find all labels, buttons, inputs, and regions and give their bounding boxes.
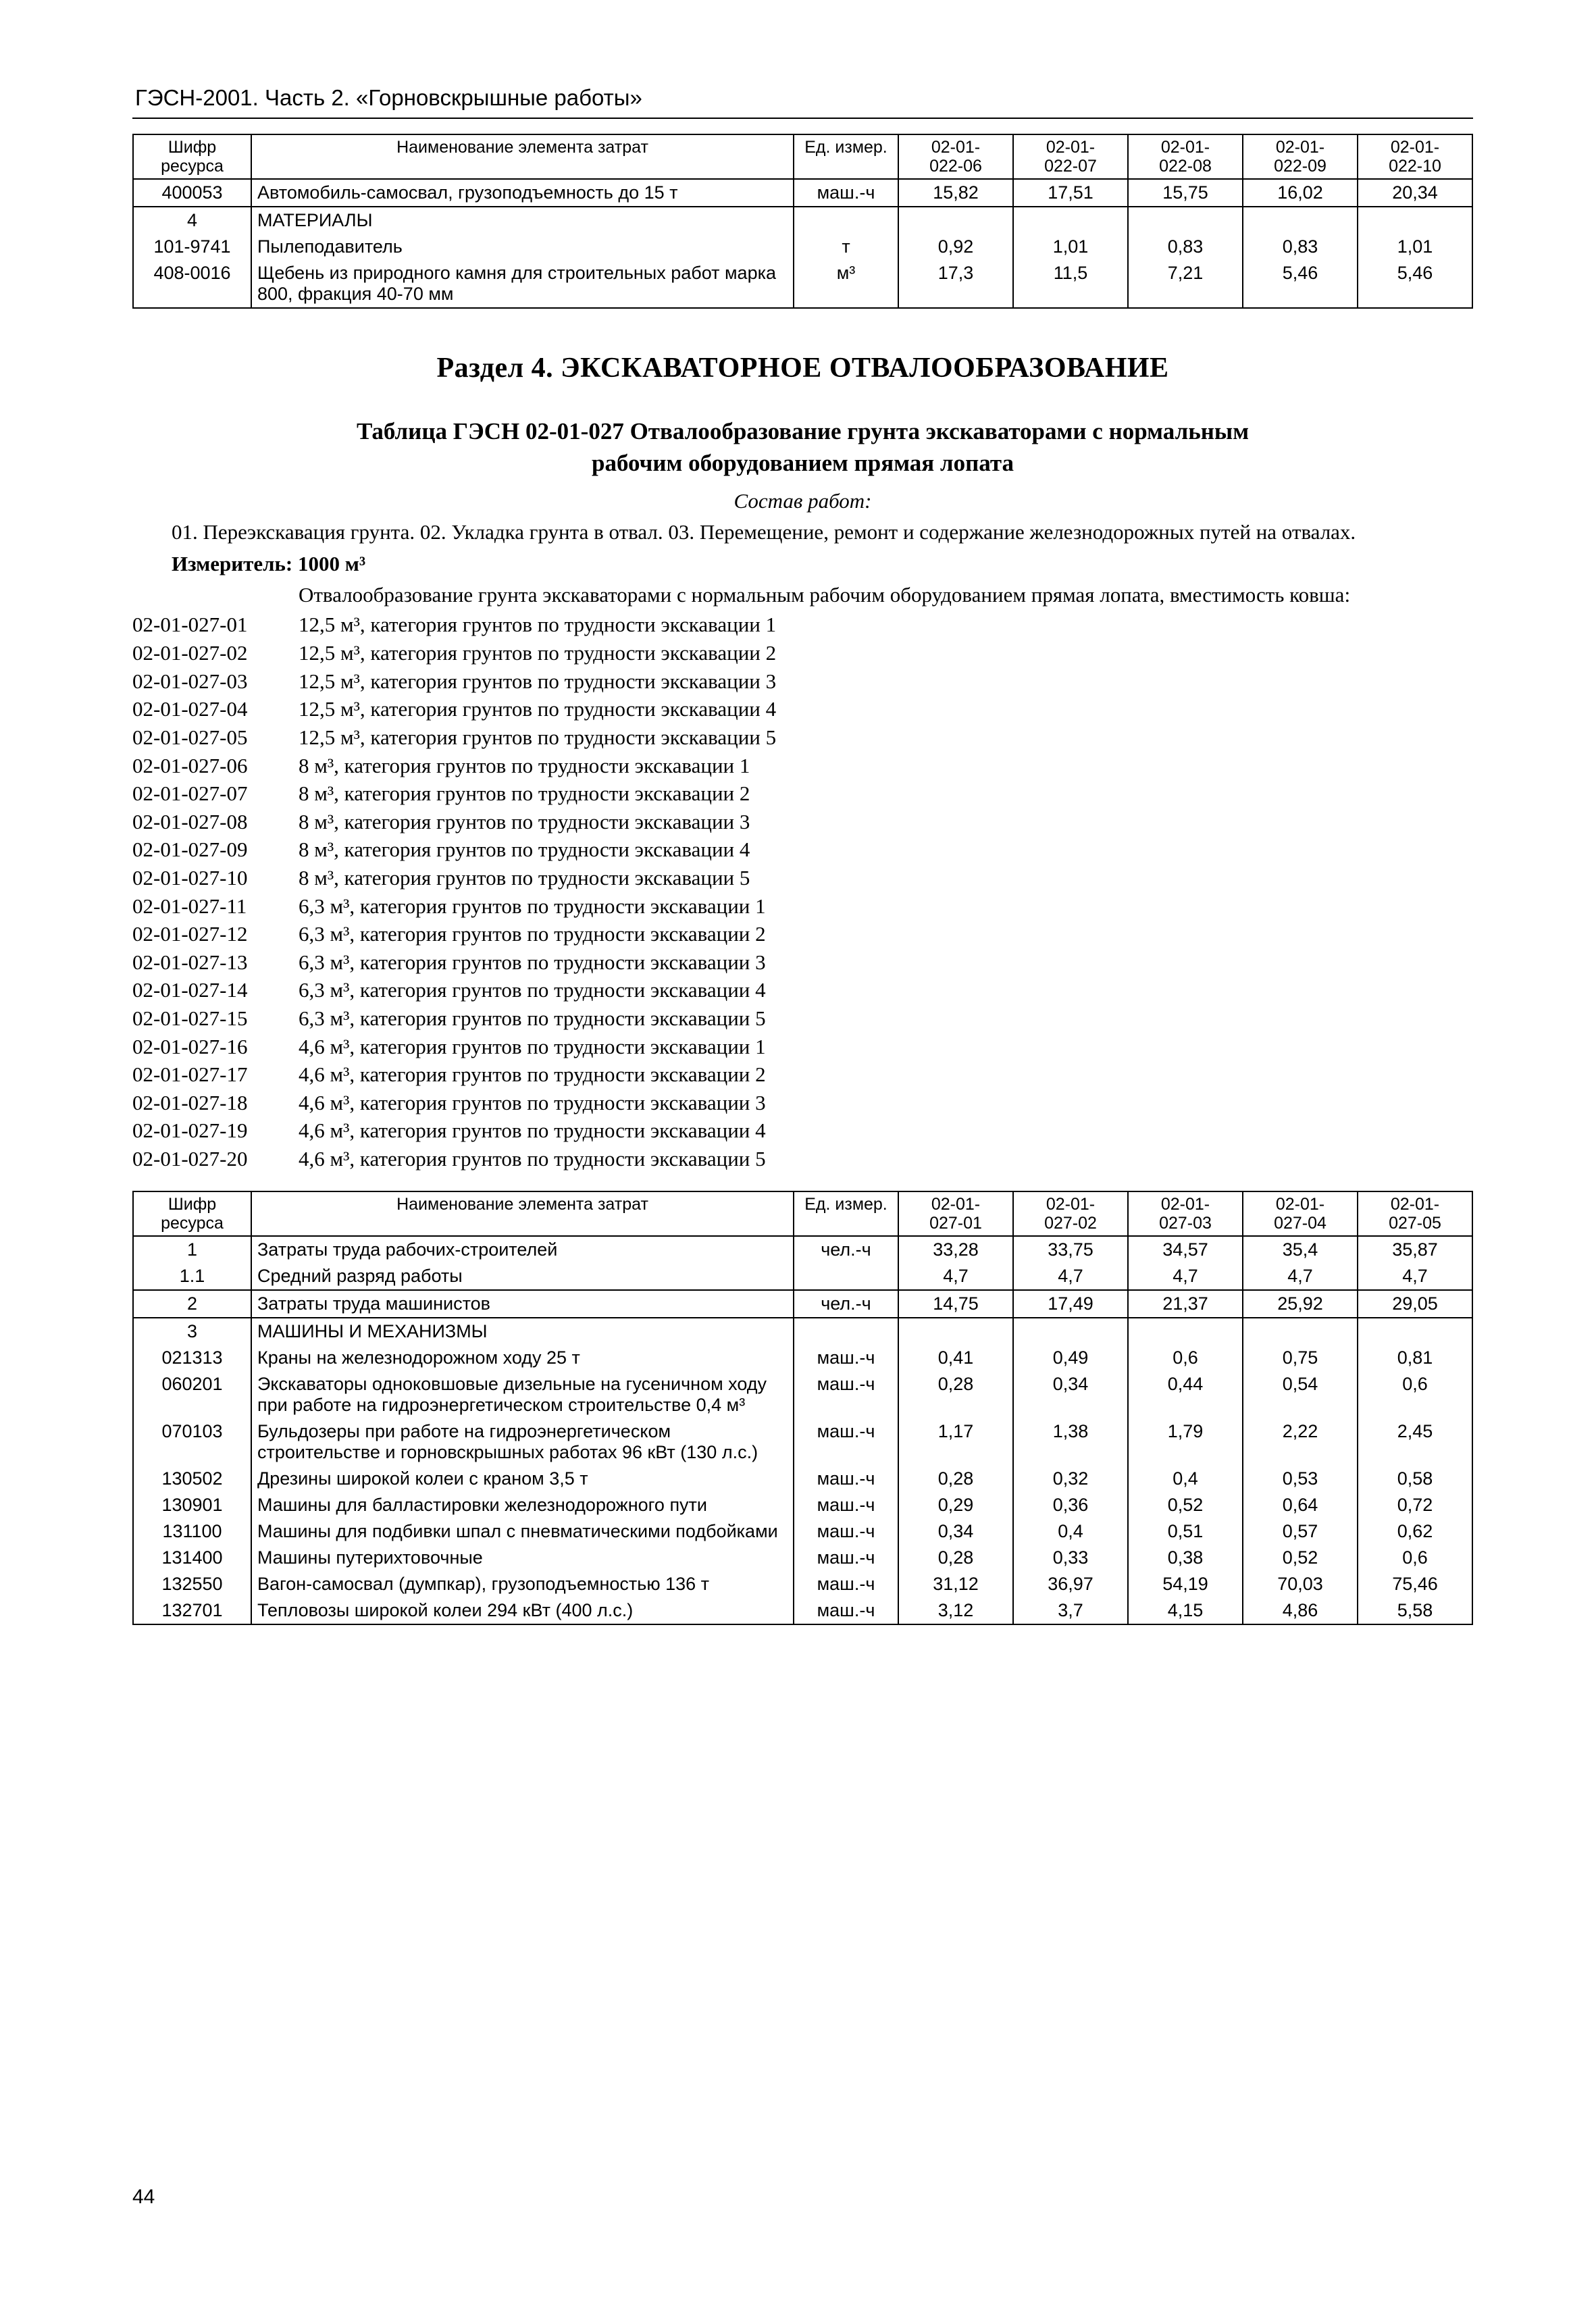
code-value: 02-01-027-11 xyxy=(132,894,247,918)
cell-value: 17,3 xyxy=(898,260,1013,308)
cell-code: 2 xyxy=(133,1290,251,1318)
cell-value: 0,92 xyxy=(898,234,1013,260)
code-value: 02-01-027-18 xyxy=(132,1090,248,1114)
cell-value: 33,28 xyxy=(898,1236,1013,1263)
cell-value: 4,7 xyxy=(1128,1263,1243,1290)
list-item xyxy=(132,836,1473,864)
table-row xyxy=(133,234,1472,260)
code-value: 02-01-027-16 xyxy=(132,1034,248,1058)
col-header-unit: Ед. измер. xyxy=(794,1191,898,1236)
cell-unit: маш.-ч xyxy=(794,179,898,207)
list-item xyxy=(132,1146,1473,1173)
table-row xyxy=(133,1518,1472,1545)
cell-value: 0,49 xyxy=(1013,1345,1128,1371)
cell-code: 101-9741 xyxy=(133,234,251,260)
cell-unit: маш.-ч xyxy=(794,1345,898,1371)
cell-value: 20,34 xyxy=(1358,179,1472,207)
cell-value: 0,72 xyxy=(1358,1492,1472,1518)
code-value: 02-01-027-12 xyxy=(132,922,248,946)
code-description: 6,3 м³, категория грунтов по трудности экскавации 5 xyxy=(299,1006,766,1030)
cell-code: 3 xyxy=(133,1318,251,1345)
cell-value xyxy=(1358,1318,1472,1345)
cell-unit: маш.-ч xyxy=(794,1571,898,1597)
cell-value: 2,22 xyxy=(1243,1418,1358,1466)
code-value: 02-01-027-09 xyxy=(132,838,248,862)
cell-code: 1.1 xyxy=(133,1263,251,1290)
cell-value: 54,19 xyxy=(1128,1571,1243,1597)
works-composition-text: 01. Переэкскавация грунта. 02. Укладка грунта в отвал. 03. Перемещение, ремонт и содержание железнодорожных путей на отвалах. xyxy=(172,519,1356,544)
cell-value: 0,57 xyxy=(1243,1518,1358,1545)
cell-value: 0,28 xyxy=(898,1371,1013,1418)
cell-value: 5,58 xyxy=(1358,1597,1472,1624)
list-item xyxy=(132,752,1473,780)
code-description: 12,5 м³, категория грунтов по трудности экскавации 1 xyxy=(299,613,777,637)
resource-table-bottom xyxy=(132,1191,1473,1625)
cell-code: 408-0016 xyxy=(133,260,251,308)
cell-value: 0,41 xyxy=(898,1345,1013,1371)
cell-value: 5,46 xyxy=(1358,260,1472,308)
list-item xyxy=(132,724,1473,752)
cell-value: 0,53 xyxy=(1243,1466,1358,1492)
cell-name: Затраты труда машинистов xyxy=(251,1290,794,1318)
code-value: 02-01-027-19 xyxy=(132,1119,248,1143)
cell-value: 0,44 xyxy=(1128,1371,1243,1418)
list-item xyxy=(132,1005,1473,1033)
cell-value: 0,29 xyxy=(898,1492,1013,1518)
table-row xyxy=(133,1466,1472,1492)
table-header-row xyxy=(133,134,1472,179)
col-header-code: Шифр ресурса xyxy=(133,134,251,179)
list-item xyxy=(132,949,1473,977)
code-value: 02-01-027-15 xyxy=(132,1006,248,1030)
table-title: Таблица ГЭСН 02-01-027 Отвалообразование грунта экскаваторами с нормальным рабочим оборудованием прямая лопата xyxy=(356,418,1250,477)
code-description: 8 м³, категория грунтов по трудности экскавации 2 xyxy=(299,781,750,806)
code-value: 02-01-027-02 xyxy=(132,641,248,665)
cell-value: 0,64 xyxy=(1243,1492,1358,1518)
code-description: 12,5 м³, категория грунтов по трудности экскавации 3 xyxy=(299,669,777,693)
cell-value: 0,4 xyxy=(1128,1466,1243,1492)
cell-value: 15,75 xyxy=(1128,179,1243,207)
list-item xyxy=(132,893,1473,921)
cell-name: Автомобиль-самосвал, грузоподъемность до 15 т xyxy=(251,179,794,207)
code-description: 4,6 м³, категория грунтов по трудности экскавации 5 xyxy=(299,1147,766,1171)
cell-value xyxy=(1128,1318,1243,1345)
list-item xyxy=(132,977,1473,1004)
list-item xyxy=(132,640,1473,667)
cell-name: МАТЕРИАЛЫ xyxy=(251,207,794,234)
cell-code: 060201 xyxy=(133,1371,251,1418)
code-description: 12,5 м³, категория грунтов по трудности экскавации 4 xyxy=(299,697,777,721)
cell-code: 1 xyxy=(133,1236,251,1263)
cell-value: 25,92 xyxy=(1243,1290,1358,1318)
cell-name: Бульдозеры при работе на гидроэнергетическом строительстве и горновскрышных работах 96 кВт (130 л.с.) xyxy=(251,1418,794,1466)
cell-unit: маш.-ч xyxy=(794,1597,898,1624)
table-row xyxy=(133,1371,1472,1418)
cell-unit: маш.-ч xyxy=(794,1492,898,1518)
cell-value: 15,82 xyxy=(898,179,1013,207)
cell-value: 0,34 xyxy=(1013,1371,1128,1418)
code-value: 02-01-027-13 xyxy=(132,950,248,974)
code-list xyxy=(132,611,1473,1173)
cell-code: 131100 xyxy=(133,1518,251,1545)
list-item xyxy=(132,611,1473,639)
cell-name: Средний разряд работы xyxy=(251,1263,794,1290)
col-header-name: Наименование элемента затрат xyxy=(251,134,794,179)
col-header-norm-2: 02-01- 022-07 xyxy=(1013,134,1128,179)
cell-name: Вагон-самосвал (думпкар), грузоподъемностью 136 т xyxy=(251,1571,794,1597)
list-item xyxy=(132,1061,1473,1089)
cell-unit: т xyxy=(794,234,898,260)
cell-value xyxy=(1358,207,1472,234)
cell-value: 4,7 xyxy=(1013,1263,1128,1290)
table-row xyxy=(133,1545,1472,1571)
table-row xyxy=(133,179,1472,207)
code-description: 8 м³, категория грунтов по трудности экскавации 1 xyxy=(299,753,750,777)
code-value: 02-01-027-07 xyxy=(132,781,248,806)
cell-value: 0,83 xyxy=(1128,234,1243,260)
code-description: 4,6 м³, категория грунтов по трудности экскавации 4 xyxy=(299,1119,766,1143)
code-value: 02-01-027-20 xyxy=(132,1147,248,1171)
cell-value: 0,34 xyxy=(898,1518,1013,1545)
table-row xyxy=(133,1318,1472,1345)
table-header-row xyxy=(133,1191,1472,1236)
code-description: 12,5 м³, категория грунтов по трудности экскавации 2 xyxy=(299,641,777,665)
section-title: Раздел 4. ЭКСКАВАТОРНОЕ ОТВАЛООБРАЗОВАНИЕ xyxy=(436,353,1169,384)
code-value: 02-01-027-05 xyxy=(132,725,248,749)
cell-unit: маш.-ч xyxy=(794,1418,898,1466)
cell-code: 400053 xyxy=(133,179,251,207)
cell-value: 35,4 xyxy=(1243,1236,1358,1263)
code-description: 4,6 м³, категория грунтов по трудности экскавации 2 xyxy=(299,1062,766,1087)
cell-value: 16,02 xyxy=(1243,179,1358,207)
code-value: 02-01-027-03 xyxy=(132,669,248,693)
code-value: 02-01-027-14 xyxy=(132,978,248,1002)
cell-value xyxy=(1013,207,1128,234)
cell-value: 1,01 xyxy=(1013,234,1128,260)
cell-value: 7,21 xyxy=(1128,260,1243,308)
cell-value: 1,17 xyxy=(898,1418,1013,1466)
cell-name: Машины путерихтовочные xyxy=(251,1545,794,1571)
cell-unit xyxy=(794,1263,898,1290)
code-description: 8 м³, категория грунтов по трудности экскавации 3 xyxy=(299,809,750,833)
cell-value: 75,46 xyxy=(1358,1571,1472,1597)
cell-value: 0,36 xyxy=(1013,1492,1128,1518)
page-number: 44 xyxy=(132,2186,155,2208)
col-header-norm-4: 02-01- 027-04 xyxy=(1243,1191,1358,1236)
list-item xyxy=(132,696,1473,723)
list-item xyxy=(132,1089,1473,1117)
cell-value: 34,57 xyxy=(1128,1236,1243,1263)
table-row xyxy=(133,260,1472,308)
cell-value xyxy=(898,207,1013,234)
code-description: 6,3 м³, категория грунтов по трудности экскавации 3 xyxy=(299,950,766,974)
table-row xyxy=(133,1263,1472,1290)
cell-value: 0,52 xyxy=(1128,1492,1243,1518)
cell-value: 0,83 xyxy=(1243,234,1358,260)
cell-code: 021313 xyxy=(133,1345,251,1371)
cell-value: 0,32 xyxy=(1013,1466,1128,1492)
cell-name: Экскаваторы одноковшовые дизельные на гусеничном ходу при работе на гидроэнергетическом строительстве 0,4 м³ xyxy=(251,1371,794,1418)
cell-value xyxy=(1243,1318,1358,1345)
code-value: 02-01-027-06 xyxy=(132,753,248,777)
list-item xyxy=(132,1117,1473,1145)
cell-value: 35,87 xyxy=(1358,1236,1472,1263)
cell-code: 132550 xyxy=(133,1571,251,1597)
header-divider xyxy=(132,118,1473,119)
codes-intro: Отвалообразование грунта экскаваторами с нормальным рабочим оборудованием прямая лопата, вместимость ковша: xyxy=(299,583,1351,607)
cell-value: 33,75 xyxy=(1013,1236,1128,1263)
col-header-norm-1: 02-01- 027-01 xyxy=(898,1191,1013,1236)
cell-value: 1,01 xyxy=(1358,234,1472,260)
table-row xyxy=(133,1418,1472,1466)
cell-name: Щебень из природного камня для строительных работ марка 800, фракция 40-70 мм xyxy=(251,260,794,308)
cell-unit: маш.-ч xyxy=(794,1518,898,1545)
code-description: 4,6 м³, категория грунтов по трудности экскавации 1 xyxy=(299,1034,766,1058)
cell-value: 0,6 xyxy=(1128,1345,1243,1371)
cell-value: 70,03 xyxy=(1243,1571,1358,1597)
code-description: 6,3 м³, категория грунтов по трудности экскавации 1 xyxy=(299,894,766,918)
code-description: 8 м³, категория грунтов по трудности экскавации 5 xyxy=(299,865,750,890)
cell-value: 0,6 xyxy=(1358,1371,1472,1418)
table-row xyxy=(133,1492,1472,1518)
page-content xyxy=(132,85,1473,1625)
cell-value: 0,28 xyxy=(898,1545,1013,1571)
cell-unit xyxy=(794,1318,898,1345)
cell-value: 3,12 xyxy=(898,1597,1013,1624)
cell-value: 4,86 xyxy=(1243,1597,1358,1624)
cell-name: Затраты труда рабочих-строителей xyxy=(251,1236,794,1263)
code-description: 6,3 м³, категория грунтов по трудности экскавации 2 xyxy=(299,922,766,946)
cell-value: 4,7 xyxy=(1243,1263,1358,1290)
cell-value: 3,7 xyxy=(1013,1597,1128,1624)
cell-value xyxy=(898,1318,1013,1345)
col-header-norm-4: 02-01- 022-09 xyxy=(1243,134,1358,179)
cell-value: 5,46 xyxy=(1243,260,1358,308)
table-row xyxy=(133,1290,1472,1318)
code-description: 6,3 м³, категория грунтов по трудности экскавации 4 xyxy=(299,978,766,1002)
cell-unit xyxy=(794,207,898,234)
cell-value: 0,54 xyxy=(1243,1371,1358,1418)
table-row xyxy=(133,207,1472,234)
cell-unit: чел.-ч xyxy=(794,1236,898,1263)
cell-value: 11,5 xyxy=(1013,260,1128,308)
col-header-norm-3: 02-01- 027-03 xyxy=(1128,1191,1243,1236)
cell-value: 17,49 xyxy=(1013,1290,1128,1318)
cell-value: 0,28 xyxy=(898,1466,1013,1492)
cell-name: Краны на железнодорожном ходу 25 т xyxy=(251,1345,794,1371)
code-value: 02-01-027-10 xyxy=(132,865,248,890)
code-description: 4,6 м³, категория грунтов по трудности экскавации 3 xyxy=(299,1090,766,1114)
cell-unit: чел.-ч xyxy=(794,1290,898,1318)
cell-value: 2,45 xyxy=(1358,1418,1472,1466)
resource-table-top xyxy=(132,134,1473,309)
cell-value: 0,62 xyxy=(1358,1518,1472,1545)
cell-value: 0,33 xyxy=(1013,1545,1128,1571)
col-header-norm-1: 02-01- 022-06 xyxy=(898,134,1013,179)
list-item xyxy=(132,865,1473,892)
cell-name: Машины для балластировки железнодорожного пути xyxy=(251,1492,794,1518)
cell-value: 0,51 xyxy=(1128,1518,1243,1545)
col-header-code: Шифр ресурса xyxy=(133,1191,251,1236)
cell-value: 0,4 xyxy=(1013,1518,1128,1545)
cell-code: 132701 xyxy=(133,1597,251,1624)
table-row xyxy=(133,1597,1472,1624)
cell-unit: м³ xyxy=(794,260,898,308)
cell-value: 0,52 xyxy=(1243,1545,1358,1571)
col-header-norm-2: 02-01- 027-02 xyxy=(1013,1191,1128,1236)
cell-name: Тепловозы широкой колеи 294 кВт (400 л.с.) xyxy=(251,1597,794,1624)
cell-value: 4,7 xyxy=(898,1263,1013,1290)
list-item xyxy=(132,780,1473,808)
cell-code: 131400 xyxy=(133,1545,251,1571)
code-description: 12,5 м³, категория грунтов по трудности экскавации 5 xyxy=(299,725,777,749)
cell-unit: маш.-ч xyxy=(794,1466,898,1492)
cell-value xyxy=(1243,207,1358,234)
cell-value: 4,7 xyxy=(1358,1263,1472,1290)
cell-value: 4,15 xyxy=(1128,1597,1243,1624)
measurement-unit: Измеритель: 1000 м³ xyxy=(172,552,366,576)
cell-unit: маш.-ч xyxy=(794,1545,898,1571)
table-row xyxy=(133,1345,1472,1371)
col-header-name: Наименование элемента затрат xyxy=(251,1191,794,1236)
table-row xyxy=(133,1571,1472,1597)
cell-value: 0,75 xyxy=(1243,1345,1358,1371)
code-description: 8 м³, категория грунтов по трудности экскавации 4 xyxy=(299,838,750,862)
cell-value: 21,37 xyxy=(1128,1290,1243,1318)
cell-value: 1,79 xyxy=(1128,1418,1243,1466)
cell-unit: маш.-ч xyxy=(794,1371,898,1418)
table-row xyxy=(133,1236,1472,1263)
cell-name: Пылеподавитель xyxy=(251,234,794,260)
cell-value: 0,6 xyxy=(1358,1545,1472,1571)
cell-value: 36,97 xyxy=(1013,1571,1128,1597)
list-item xyxy=(132,668,1473,696)
col-header-norm-3: 02-01- 022-08 xyxy=(1128,134,1243,179)
cell-code: 4 xyxy=(133,207,251,234)
cell-code: 130502 xyxy=(133,1466,251,1492)
col-header-norm-5: 02-01- 022-10 xyxy=(1358,134,1472,179)
cell-code: 070103 xyxy=(133,1418,251,1466)
cell-name: Дрезины широкой колеи с краном 3,5 т xyxy=(251,1466,794,1492)
col-header-unit: Ед. измер. xyxy=(794,134,898,179)
cell-value: 1,38 xyxy=(1013,1418,1128,1466)
cell-value: 17,51 xyxy=(1013,179,1128,207)
list-item xyxy=(132,921,1473,948)
cell-code: 130901 xyxy=(133,1492,251,1518)
cell-value: 0,58 xyxy=(1358,1466,1472,1492)
cell-name: Машины для подбивки шпал с пневматическими подбойками xyxy=(251,1518,794,1545)
list-item xyxy=(132,1033,1473,1061)
cell-value: 0,38 xyxy=(1128,1545,1243,1571)
code-value: 02-01-027-04 xyxy=(132,697,248,721)
code-value: 02-01-027-01 xyxy=(132,613,248,637)
works-composition-label: Состав работ: xyxy=(733,488,872,513)
col-header-norm-5: 02-01- 027-05 xyxy=(1358,1191,1472,1236)
code-value: 02-01-027-17 xyxy=(132,1062,248,1087)
cell-value xyxy=(1013,1318,1128,1345)
cell-value: 31,12 xyxy=(898,1571,1013,1597)
cell-value: 14,75 xyxy=(898,1290,1013,1318)
cell-name: МАШИНЫ И МЕХАНИЗМЫ xyxy=(251,1318,794,1345)
cell-value: 29,05 xyxy=(1358,1290,1472,1318)
running-header: ГЭСН-2001. Часть 2. «Горновскрышные работы» xyxy=(135,85,642,110)
list-item xyxy=(132,808,1473,836)
code-value: 02-01-027-08 xyxy=(132,809,248,833)
cell-value: 0,81 xyxy=(1358,1345,1472,1371)
cell-value xyxy=(1128,207,1243,234)
